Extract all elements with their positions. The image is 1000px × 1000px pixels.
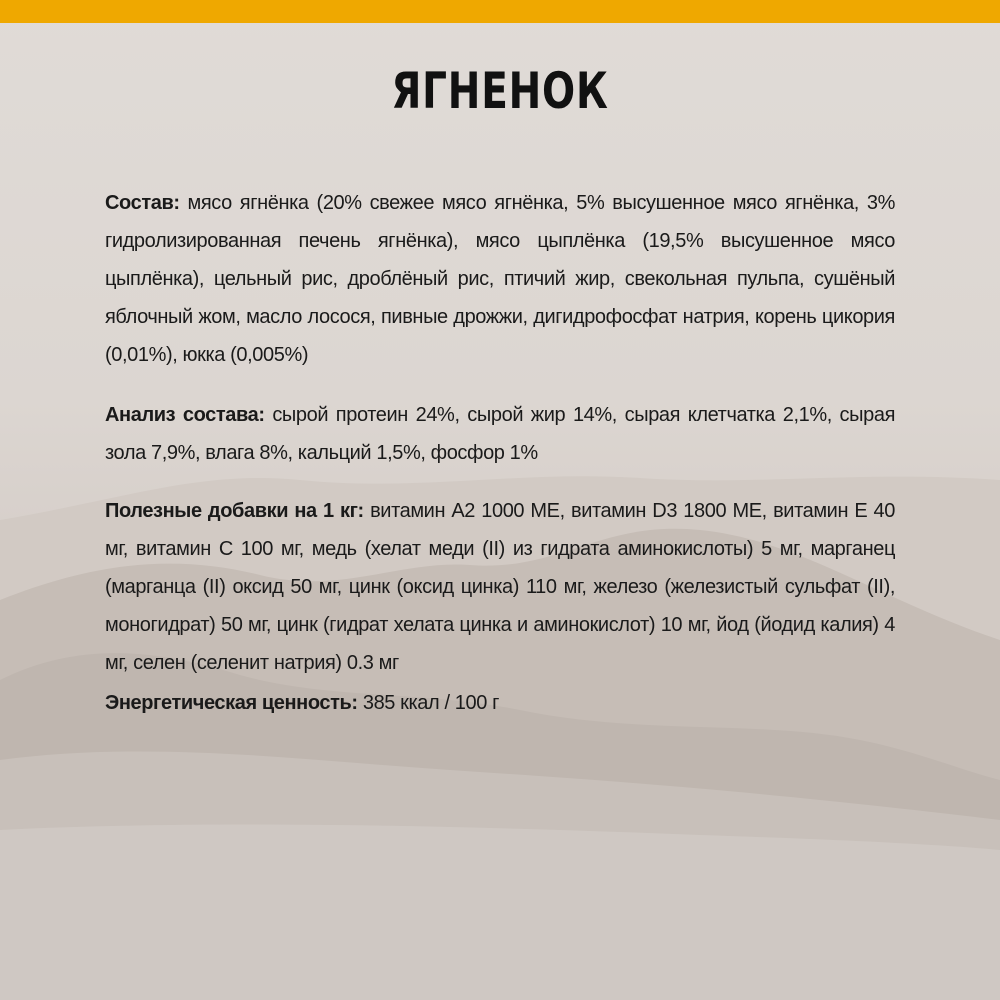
analysis-value: сырой протеин 24%, сырой жир 14%, сырая клетчатка 2,1%, сырая зола 7,9%, влага 8%, кальций 1,5%, фосфор 1%: [105, 404, 896, 464]
page-title: ЯГНЕНОК: [391, 62, 609, 120]
energy-paragraph: [105, 684, 895, 722]
additives-paragraph: [105, 492, 895, 682]
composition-label: Состав:: [105, 192, 180, 214]
composition-value: мясо ягнёнка (20% свежее мясо ягнёнка, 5% высушенное мясо ягнёнка, 3% гидролизированная печень ягнёнка), мясо цыплёнка (19,5% высушенное мясо цыплёнка), цельный рис, дроблёный рис, птичий жир, свекольная пульпа, сушёный яблочный жом, масло лосося, пивные дрожжи, дигидрофосфат натрия, корень цикория (0,01%), юкка (0,005%): [105, 192, 895, 366]
composition-paragraph: [105, 184, 895, 374]
analysis-label: Анализ состава:: [105, 404, 265, 426]
energy-value: 385 ккал / 100 г: [357, 692, 499, 714]
additives-label: Полезные добавки на 1 кг:: [105, 500, 364, 522]
additives-value: витамин А2 1000 МЕ, витамин D3 1800 МЕ, витамин Е 40 мг, витамин С 100 мг, медь (хелат меди (II) из гидрата аминокислоты) 5 мг, марганец (марганца (II) оксид 50 мг, цинк (оксид цинка) 110 мг, железо (железистый сульфат (II), моногидрат) 50 мг, цинк (гидрат хелата цинка и аминокислот) 10 мг, йод (йодид калия) 4 мг, селен (селенит натрия) 0.3 мг: [105, 500, 895, 674]
analysis-paragraph: [105, 396, 895, 472]
energy-label: Энергетическая ценность:: [105, 692, 358, 714]
top-accent-bar: [0, 0, 1000, 23]
